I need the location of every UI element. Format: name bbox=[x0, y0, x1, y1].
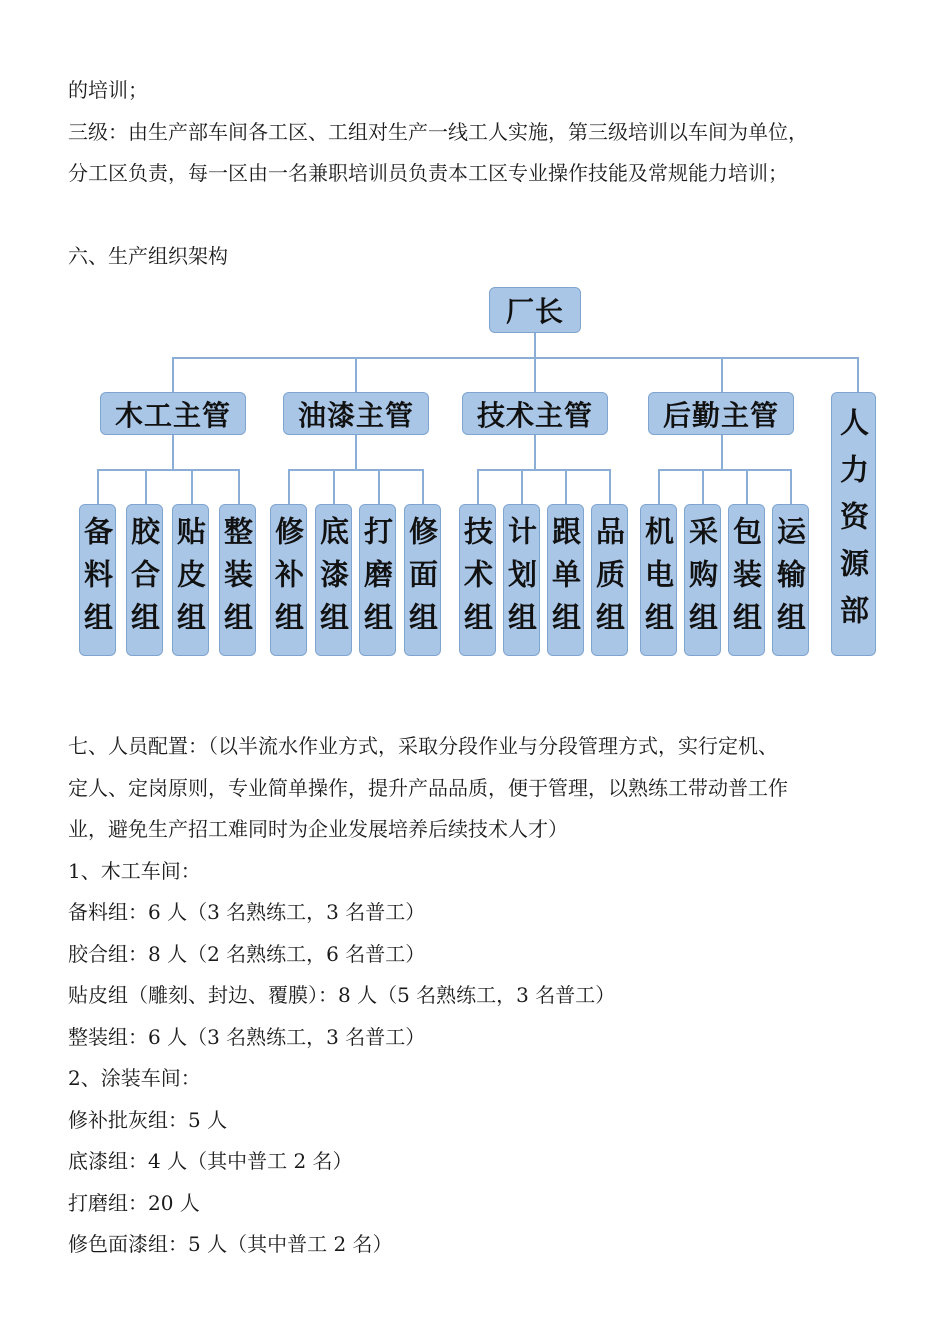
group-box: 包装组 bbox=[728, 504, 765, 656]
connector bbox=[172, 434, 174, 470]
connector bbox=[534, 332, 536, 358]
group-box: 跟单组 bbox=[547, 504, 584, 656]
connector bbox=[288, 469, 290, 505]
connector bbox=[378, 469, 380, 505]
connector bbox=[534, 357, 536, 393]
group-box: 胶合组 bbox=[126, 504, 163, 656]
connector bbox=[534, 434, 536, 470]
group-box: 整装组 bbox=[219, 504, 256, 656]
text-line: 打磨组：20 人 bbox=[68, 1191, 200, 1215]
connector bbox=[172, 357, 174, 393]
connector bbox=[97, 469, 99, 505]
group-box: 贴皮组 bbox=[172, 504, 209, 656]
connector bbox=[477, 469, 611, 471]
group-box: 打磨组 bbox=[359, 504, 396, 656]
text-line: 底漆组：4 人（其中普工 2 名） bbox=[68, 1149, 353, 1173]
group-box: 备料组 bbox=[79, 504, 116, 656]
connector bbox=[422, 469, 424, 505]
connector bbox=[721, 434, 723, 470]
connector bbox=[355, 357, 357, 393]
text-line: 胶合组：8 人（2 名熟练工，6 名普工） bbox=[68, 942, 426, 966]
section-heading: 六、生产组织架构 bbox=[68, 244, 228, 268]
connector bbox=[658, 469, 660, 505]
connector bbox=[288, 469, 424, 471]
connector bbox=[333, 469, 335, 505]
connector bbox=[609, 469, 611, 505]
group-box: 底漆组 bbox=[315, 504, 352, 656]
manager-box-logistics: 后勤主管 bbox=[648, 392, 794, 435]
text-line: 备料组：6 人（3 名熟练工，3 名普工） bbox=[68, 900, 426, 924]
org-root-box: 厂长 bbox=[489, 287, 581, 333]
text-line: 2、涂装车间： bbox=[68, 1066, 201, 1090]
connector bbox=[145, 469, 147, 505]
group-box: 机电组 bbox=[640, 504, 677, 656]
connector bbox=[191, 469, 193, 505]
connector bbox=[521, 469, 523, 505]
text-line: 贴皮组（雕刻、封边、覆膜）：8 人（5 名熟练工，3 名普工） bbox=[68, 983, 616, 1007]
text-line: 的培训； bbox=[68, 78, 148, 102]
manager-box-woodwork: 木工主管 bbox=[100, 392, 246, 435]
group-box: 修面组 bbox=[404, 504, 441, 656]
text-line: 修补批灰组：5 人 bbox=[68, 1108, 228, 1132]
text-line: 1、木工车间： bbox=[68, 859, 201, 883]
text-line: 整装组：6 人（3 名熟练工，3 名普工） bbox=[68, 1025, 426, 1049]
connector bbox=[172, 357, 858, 359]
text-line: 三级：由生产部车间各工区、工组对生产一线工人实施，第三级培训以车间为单位， bbox=[68, 120, 808, 144]
group-box: 修补组 bbox=[270, 504, 307, 656]
group-box: 技术组 bbox=[459, 504, 496, 656]
hr-department-box: 人力资源部 bbox=[831, 392, 876, 656]
group-box: 计划组 bbox=[503, 504, 540, 656]
text-line: 业，避免生产招工难同时为企业发展培养后续技术人才） bbox=[68, 817, 568, 841]
connector bbox=[238, 469, 240, 505]
connector bbox=[857, 357, 859, 393]
text-line: 七、人员配置：（以半流水作业方式，采取分段作业与分段管理方式，实行定机、 bbox=[68, 734, 778, 758]
text-line: 修色面漆组：5 人（其中普工 2 名） bbox=[68, 1232, 393, 1256]
connector bbox=[565, 469, 567, 505]
text-line: 分工区负责，每一区由一名兼职培训员负责本工区专业操作技能及常规能力培训； bbox=[68, 161, 788, 185]
connector bbox=[355, 434, 357, 470]
connector bbox=[477, 469, 479, 505]
connector bbox=[790, 469, 792, 505]
connector bbox=[746, 469, 748, 505]
group-box: 采购组 bbox=[684, 504, 721, 656]
manager-box-tech: 技术主管 bbox=[462, 392, 608, 435]
group-box: 运输组 bbox=[772, 504, 809, 656]
manager-box-paint: 油漆主管 bbox=[283, 392, 429, 435]
text-line: 定人、定岗原则，专业简单操作，提升产品品质，便于管理，以熟练工带动普工作 bbox=[68, 776, 788, 800]
connector bbox=[721, 357, 723, 393]
group-box: 品质组 bbox=[591, 504, 628, 656]
connector bbox=[702, 469, 704, 505]
connector bbox=[97, 469, 240, 471]
connector bbox=[658, 469, 792, 471]
